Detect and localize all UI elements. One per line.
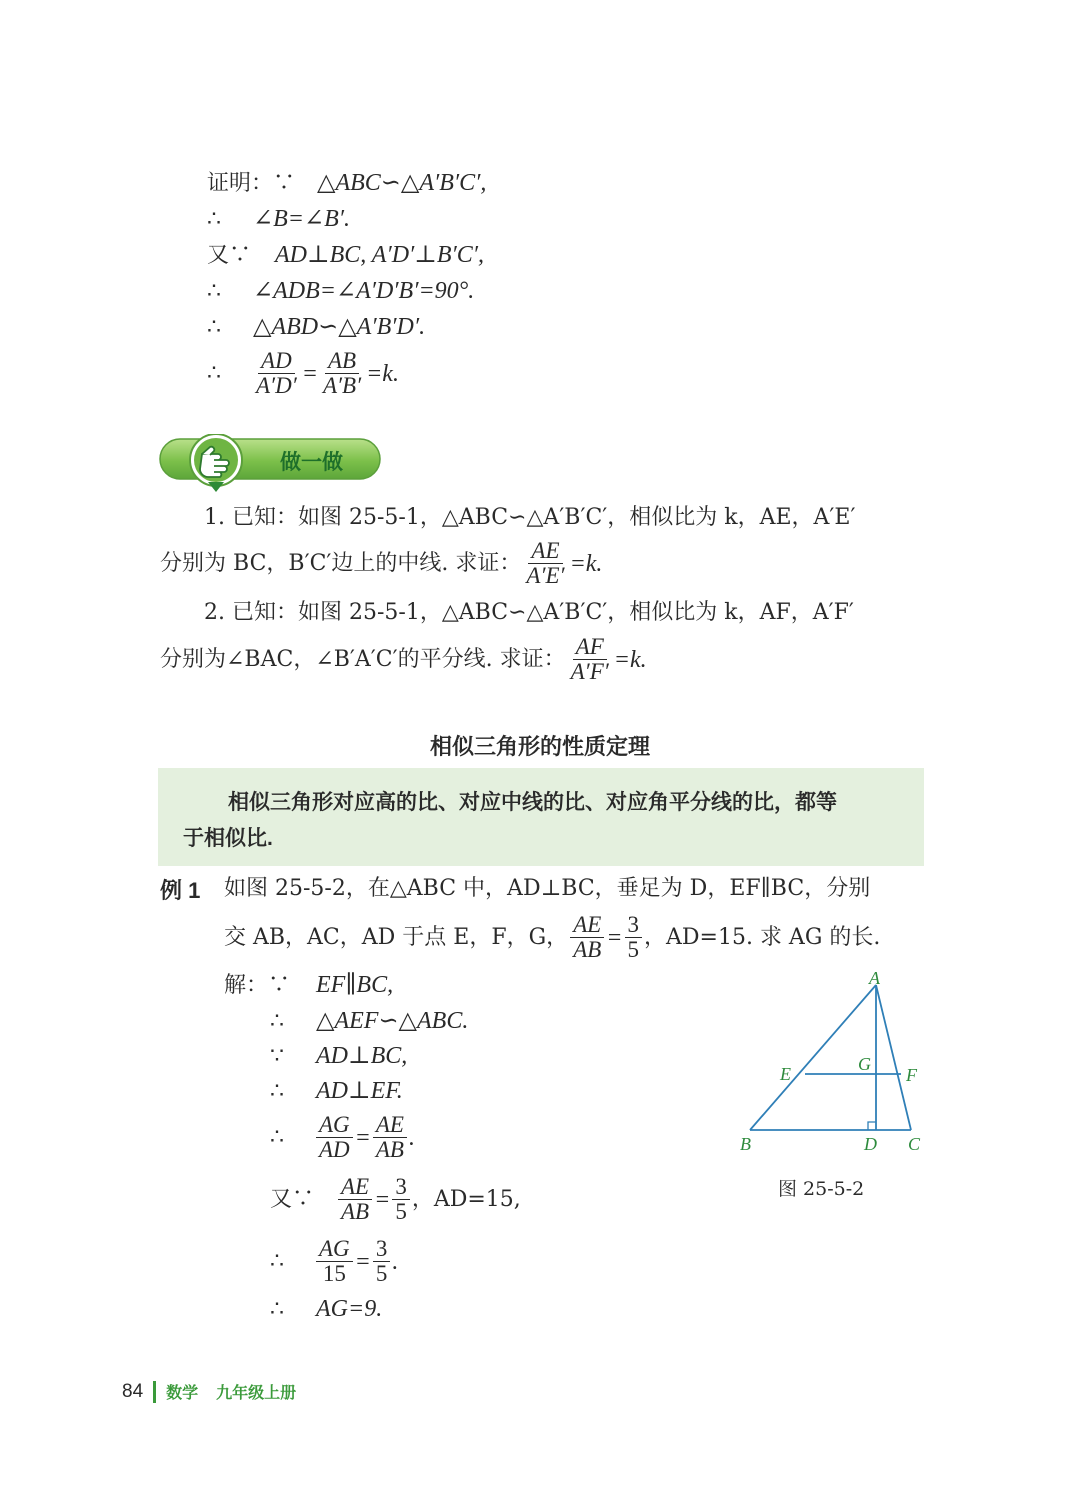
hand-icon: [194, 444, 238, 478]
exercise-1-tail: =k.: [569, 550, 603, 577]
proof-line-3: [207, 240, 484, 271]
fraction-numerator: 3: [392, 1176, 410, 1200]
solution-line-2: [270, 1006, 468, 1037]
exercise-1-line-2: [160, 540, 602, 587]
equals-sign: =: [606, 924, 623, 951]
proof-line-4: [207, 276, 474, 307]
fraction-numerator: AD: [258, 350, 295, 374]
fraction: [373, 1238, 391, 1285]
footer-divider: [153, 1381, 156, 1403]
footer-subject: 数学: [166, 1385, 199, 1402]
fraction-denominator: A′F′: [570, 659, 609, 684]
figure-caption: 图 25-5-2: [778, 1178, 865, 1200]
solution-symbol: 解：∵: [224, 973, 291, 998]
proof-line-6: [207, 350, 399, 397]
theorem-line-1: 相似三角形对应高的比、对应中线的比、对应角平分线的比，都等: [228, 791, 837, 814]
fraction-numerator: AB: [325, 350, 359, 374]
fraction-denominator: 5: [375, 1261, 388, 1286]
fraction-denominator: A′D′: [256, 373, 297, 398]
fraction-denominator: AB: [573, 937, 602, 962]
solution-line-3: [270, 1041, 407, 1072]
equals-sign: =: [374, 1186, 391, 1213]
fraction-denominator: A′B′: [322, 373, 362, 398]
fraction-denominator: 15: [322, 1261, 346, 1286]
theorem-line-2: 于相似比.: [183, 827, 273, 850]
fraction-numerator: AE: [528, 540, 562, 564]
exercise-1-text: 分别为 BC，B′C′边上的中线. 求证：: [160, 550, 522, 576]
fraction-numerator: AE: [570, 914, 604, 938]
proof-text: ∠B=∠B′.: [253, 206, 350, 232]
proof-line-5: [207, 312, 425, 343]
fraction: [625, 914, 643, 961]
fraction-denominator: 5: [395, 1199, 407, 1224]
solution-tail: .: [408, 1124, 415, 1151]
fraction-denominator: A′E′: [526, 563, 565, 588]
proof-symbol: 证明：∵: [207, 171, 296, 196]
page-footer: [122, 1380, 296, 1403]
exercise-2-tail: =k.: [613, 646, 647, 673]
fraction: [570, 914, 604, 961]
solution-symbol: 又∵: [270, 1186, 315, 1212]
fraction-numerator: AE: [373, 1114, 407, 1138]
exercise-2-line-2: [160, 636, 647, 683]
exercise-2-line-1: 2. 已知：如图 25-5-1，△ABC∽△A′B′C′，相似比为 k，AF，A′F′: [204, 600, 854, 625]
right-angle-mark: [868, 1122, 876, 1130]
theorem-title: 相似三角形的性质定理: [429, 734, 650, 759]
label-c: C: [908, 1134, 921, 1154]
fraction-numerator: AE: [338, 1176, 372, 1200]
activity-badge-shape: [158, 434, 382, 496]
page-number: 84: [122, 1380, 144, 1402]
solution-symbol: ∴: [270, 1124, 284, 1150]
solution-line-6: [270, 1176, 521, 1223]
solution-symbol: ∴: [270, 1079, 284, 1104]
proof-symbol: 又∵: [207, 243, 252, 268]
theorem-box: [158, 768, 924, 866]
label-d: D: [864, 1134, 877, 1154]
fraction-numerator: AF: [573, 636, 607, 660]
solution-tail: ，AD=15,: [411, 1186, 521, 1212]
proof-line-1: [207, 168, 486, 199]
fraction: [523, 540, 567, 587]
fraction: [373, 1114, 407, 1161]
fraction: [253, 350, 300, 397]
solution-tail: .: [392, 1248, 399, 1275]
fraction: [338, 1176, 372, 1223]
solution-text: △AEF∽△ABC.: [316, 1008, 469, 1034]
proof-text: ∠ADB=∠A′D′B′=90°.: [253, 278, 475, 304]
fraction-denominator: AB: [375, 1137, 404, 1162]
solution-symbol: ∵: [270, 1044, 284, 1069]
equals-sign: =: [354, 1124, 371, 1151]
example-label: 例 1: [160, 878, 201, 903]
solution-line-5: [270, 1114, 415, 1161]
side-ac: [876, 985, 911, 1130]
proof-text: △ABD∽△A′B′D′.: [253, 314, 426, 340]
proof-text: AD⊥BC, A′D′⊥B′C′,: [275, 242, 485, 268]
activity-badge-label: 做一做: [280, 451, 343, 474]
label-e: E: [780, 1064, 791, 1084]
fraction: [316, 1238, 353, 1285]
proof-text: △ABC∽△A′B′C′,: [317, 170, 487, 196]
fraction: [392, 1176, 410, 1223]
equals-sign: =: [301, 360, 318, 387]
example-line-1: 如图 25-5-2，在△ABC 中，AD⊥BC，垂足为 D，EF∥BC，分别: [224, 876, 871, 901]
fraction-numerator: AG: [316, 1114, 353, 1138]
solution-line-1: [224, 970, 393, 1001]
solution-symbol: ∴: [270, 1009, 284, 1034]
footer-book: 九年级上册: [216, 1385, 297, 1402]
solution-text: AD⊥BC,: [316, 1043, 408, 1069]
proof-tail: =k.: [366, 360, 399, 387]
exercise-1-line-1: 1. 已知：如图 25-5-1，△ABC∽△A′B′C′，相似比为 k，AE，A′E′: [204, 505, 856, 530]
solution-line-4: [270, 1076, 403, 1107]
example-text: 交 AB，AC，AD 于点 E，F，G，: [224, 924, 569, 950]
fraction-numerator: AG: [316, 1238, 353, 1262]
figure-25-5-2: [730, 966, 940, 1161]
solution-text: AD⊥EF.: [316, 1078, 403, 1104]
fraction-numerator: 3: [625, 914, 643, 938]
example-text: ，AD=15. 求 AG 的长.: [644, 924, 881, 950]
activity-badge: [158, 434, 382, 496]
fraction-numerator: 3: [373, 1238, 391, 1262]
proof-line-2: [207, 204, 350, 235]
label-a: A: [869, 968, 880, 988]
fraction: [568, 636, 612, 683]
exercise-2-text: 分别为∠BAC，∠B′A′C′的平分线. 求证：: [160, 646, 566, 672]
triangle-diagram: [730, 966, 940, 1161]
solution-symbol: ∴: [270, 1248, 284, 1274]
solution-line-7: [270, 1238, 398, 1285]
label-b: B: [740, 1134, 751, 1154]
example-line-2: [224, 914, 880, 961]
fraction: [316, 1114, 353, 1161]
label-g: G: [858, 1054, 871, 1074]
solution-text: AG=9.: [316, 1296, 383, 1322]
fraction-denominator: AB: [341, 1199, 370, 1224]
proof-symbol: ∴: [207, 315, 221, 340]
fraction-denominator: AD: [319, 1137, 350, 1162]
equals-sign: =: [354, 1248, 371, 1275]
fraction: [320, 350, 364, 397]
solution-line-8: [270, 1294, 382, 1325]
solution-text: EF∥BC,: [316, 972, 394, 998]
proof-symbol: ∴: [207, 360, 221, 386]
proof-symbol: ∴: [207, 207, 221, 232]
label-f: F: [906, 1065, 917, 1085]
fraction-denominator: 5: [627, 937, 639, 962]
proof-symbol: ∴: [207, 279, 221, 304]
solution-symbol: ∴: [270, 1297, 284, 1322]
